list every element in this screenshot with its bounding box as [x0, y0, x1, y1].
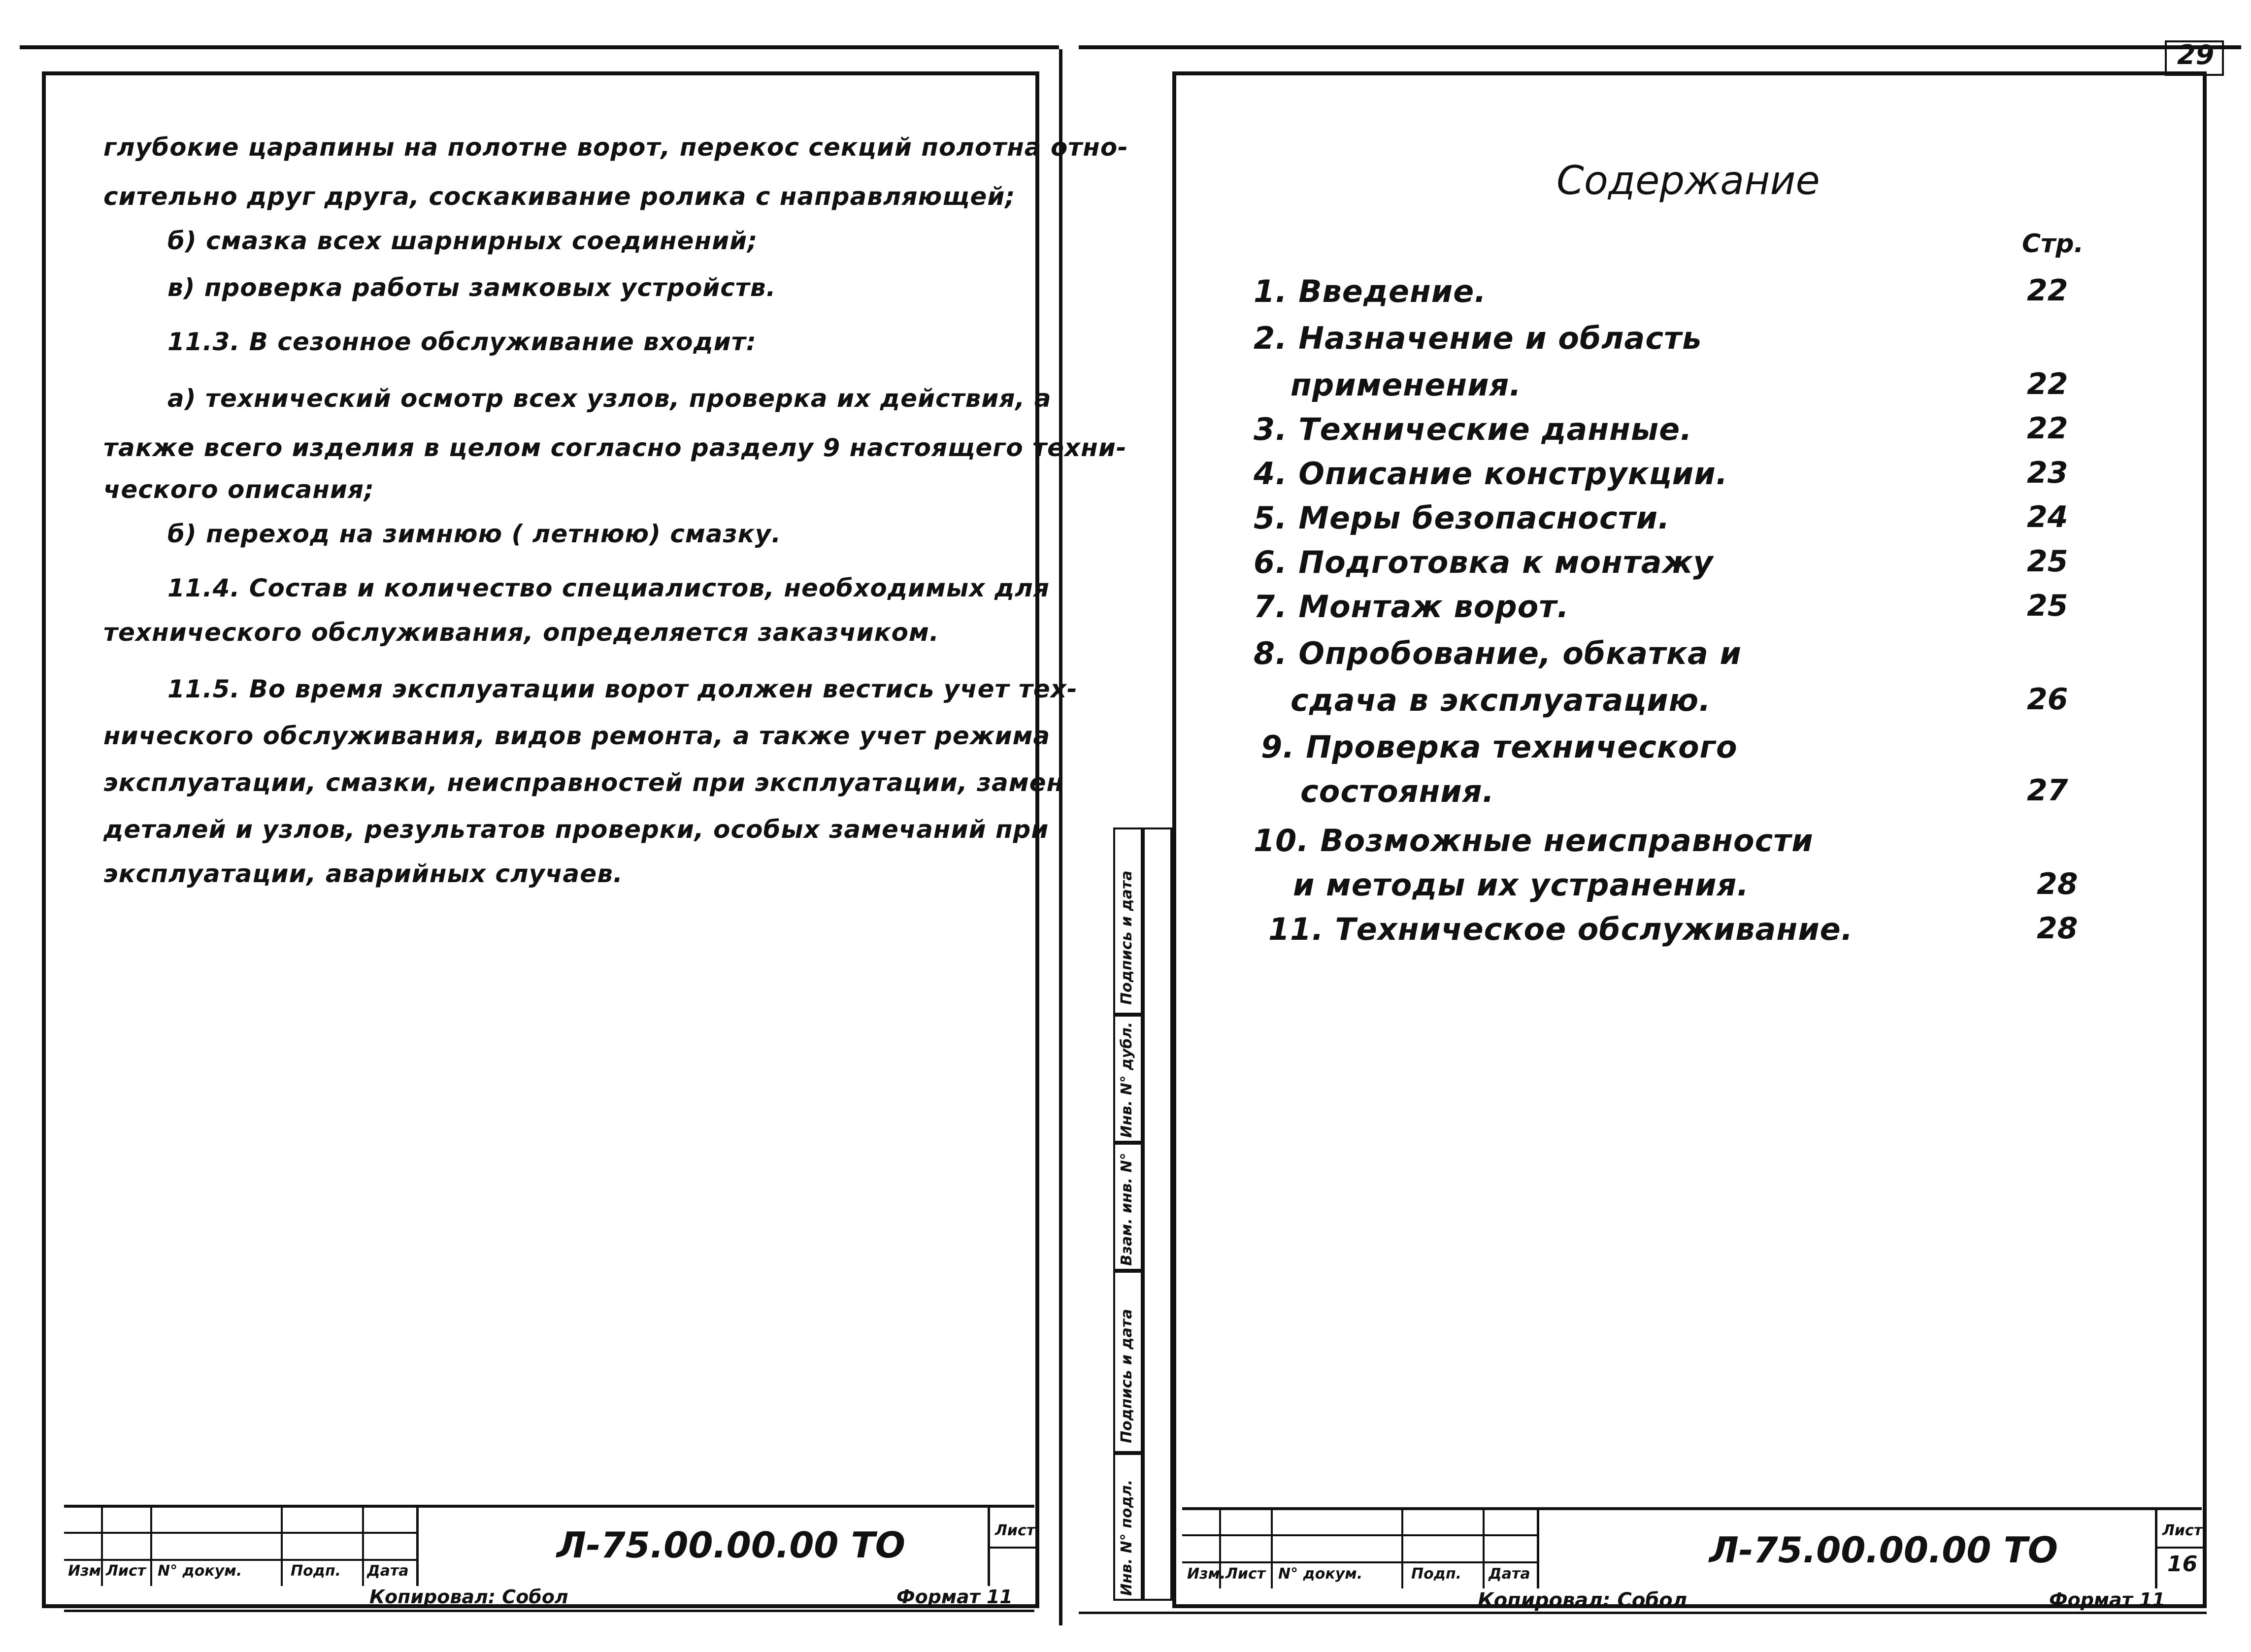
side-label: Подпись и дата: [1118, 1309, 1135, 1443]
stamp-col-line: [1483, 1507, 1485, 1588]
stamp-label-list: Лист: [106, 1562, 146, 1580]
body-line: технического обслуживания, определяется заказчиком.: [103, 618, 939, 647]
toc-entry-page: 23: [2027, 456, 2068, 490]
body-line: сительно друг друга, соскакивание ролика с направляющей;: [103, 182, 1016, 211]
body-line: а) технический осмотр всех узлов, проверка их действия, а: [167, 384, 1052, 413]
toc-entry: 6. Подготовка к монтажу: [1254, 544, 1714, 580]
footer-format: Формат 11: [896, 1586, 1013, 1608]
toc-entry-page: 28: [2037, 867, 2078, 901]
body-line: в) проверка работы замковых устройств.: [167, 273, 776, 302]
stamp-label-izm: Изм.: [1187, 1565, 1226, 1583]
toc-entry: 4. Описание конструкции.: [1254, 456, 1728, 492]
stamp-sheet-number: 16: [2167, 1552, 2198, 1577]
toc-entry: 3. Технические данные.: [1254, 411, 1692, 447]
body-line: ческого описания;: [103, 475, 375, 504]
toc-entry: применения.: [1291, 367, 1522, 403]
left-bottom-rule: [64, 1610, 1034, 1612]
toc-entry-page: 22: [2027, 411, 2068, 446]
toc-entry: 5. Меры безопасности.: [1254, 500, 1670, 536]
side-label: Взам. инв. N°: [1118, 1153, 1135, 1266]
stamp-col-line: [101, 1505, 103, 1586]
side-label: Подпись и дата: [1118, 870, 1135, 1005]
toc-entry: 1. Введение.: [1254, 273, 1487, 309]
toc-entry: состояния.: [1300, 773, 1495, 809]
toc-entry: 11. Техническое обслуживание.: [1268, 911, 1854, 947]
footer-copied-by: Копировал: Собол: [1478, 1589, 1688, 1612]
toc-entry: 7. Монтаж ворот.: [1254, 589, 1569, 625]
toc-title: Содержание: [1556, 158, 1820, 203]
toc-entry-page: 25: [2027, 544, 2068, 579]
toc-entry-page: 28: [2037, 911, 2078, 946]
toc-entry-page: 25: [2027, 589, 2068, 623]
stamp-label-doc: N° докум.: [1278, 1565, 1363, 1583]
body-line: 11.3. В сезонное обслуживание входит:: [167, 328, 757, 356]
stamp-label-date: Дата: [367, 1562, 409, 1580]
top-rule-right: [1079, 45, 2241, 49]
stamp-col-line: [988, 1505, 990, 1586]
body-line: эксплуатации, аварийных случаев.: [103, 859, 623, 888]
stamp-top-line: [64, 1505, 1034, 1508]
corner-page-number: 29: [2177, 39, 2215, 70]
stamp-col-line: [362, 1505, 364, 1586]
body-line: 11.4. Состав и количество специалистов, необходимых для: [167, 574, 1050, 602]
body-line: глубокие царапины на полотне ворот, перекос секций полотна отно-: [103, 133, 1128, 162]
stamp-label-sign: Подп.: [1411, 1565, 1462, 1583]
stamp-label-list: Лист: [1225, 1565, 1266, 1583]
toc-entry: 9. Проверка технического: [1261, 729, 1738, 765]
side-label: Инв. N° подл.: [1118, 1479, 1135, 1596]
stamp-col-line: [1271, 1507, 1273, 1588]
stamp-col-line: [1537, 1507, 1539, 1588]
stamp-top-line: [1182, 1507, 2202, 1510]
toc-entry-page: 26: [2027, 682, 2068, 717]
stamp-sheet-divider: [988, 1547, 1037, 1549]
stamp-sheet-divider: [2155, 1547, 2204, 1549]
toc-entry: 8. Опробование, обкатка и: [1254, 635, 1742, 671]
stamp-sheet-label: Лист: [995, 1522, 1035, 1539]
right-bottom-rule: [1079, 1612, 2207, 1614]
toc-entry: 10. Возможные неисправности: [1254, 823, 1814, 859]
top-rule-left: [20, 45, 1059, 49]
toc-entry-page: 22: [2027, 367, 2068, 401]
body-line: б) переход на зимнюю ( летнюю) смазку.: [167, 520, 782, 548]
side-cell: [1143, 827, 1172, 1601]
footer-copied-by: Копировал: Собол: [369, 1586, 568, 1608]
body-line: нического обслуживания, видов ремонта, а также учет режима: [103, 722, 1051, 750]
stamp-label-date: Дата: [1489, 1565, 1530, 1583]
toc-entry-page: 22: [2027, 273, 2068, 308]
stamp-col-line: [416, 1505, 419, 1586]
toc-entry-page: 27: [2027, 773, 2068, 808]
body-line: б) смазка всех шарнирных соединений;: [167, 227, 758, 255]
side-label: Инв. N° дубл.: [1118, 1022, 1135, 1138]
body-line: деталей и узлов, результатов проверки, особых замечаний при: [103, 815, 1049, 844]
center-fold-line: [1059, 49, 1062, 1625]
stamp-col-line: [1401, 1507, 1403, 1588]
body-line: также всего изделия в целом согласно разделу 9 настоящего техни-: [103, 433, 1127, 462]
stamp-col-line: [150, 1505, 152, 1586]
stamp-col-line: [281, 1505, 283, 1586]
toc-page-header: Стр.: [2022, 229, 2084, 259]
stamp-label-sign: Подп.: [291, 1562, 341, 1580]
body-line: эксплуатации, смазки, неисправностей при эксплуатации, замен: [103, 768, 1064, 797]
body-line: 11.5. Во время эксплуатации ворот должен вестись учет тех-: [167, 675, 1078, 703]
toc-entry: и методы их устранения.: [1293, 867, 1749, 903]
stamp-label-izm: Изм: [68, 1562, 101, 1580]
stamp-label-doc: N° докум.: [158, 1562, 242, 1580]
document-code: Л-75.00.00.00 ТО: [1709, 1529, 2058, 1571]
stamp-sheet-label: Лист: [2162, 1522, 2203, 1539]
document-code: Л-75.00.00.00 ТО: [557, 1524, 905, 1566]
toc-entry-page: 24: [2027, 500, 2068, 534]
footer-format: Формат 11: [2049, 1589, 2165, 1611]
toc-entry: 2. Назначение и область: [1254, 320, 1702, 356]
toc-entry: сдача в эксплуатацию.: [1291, 682, 1711, 718]
